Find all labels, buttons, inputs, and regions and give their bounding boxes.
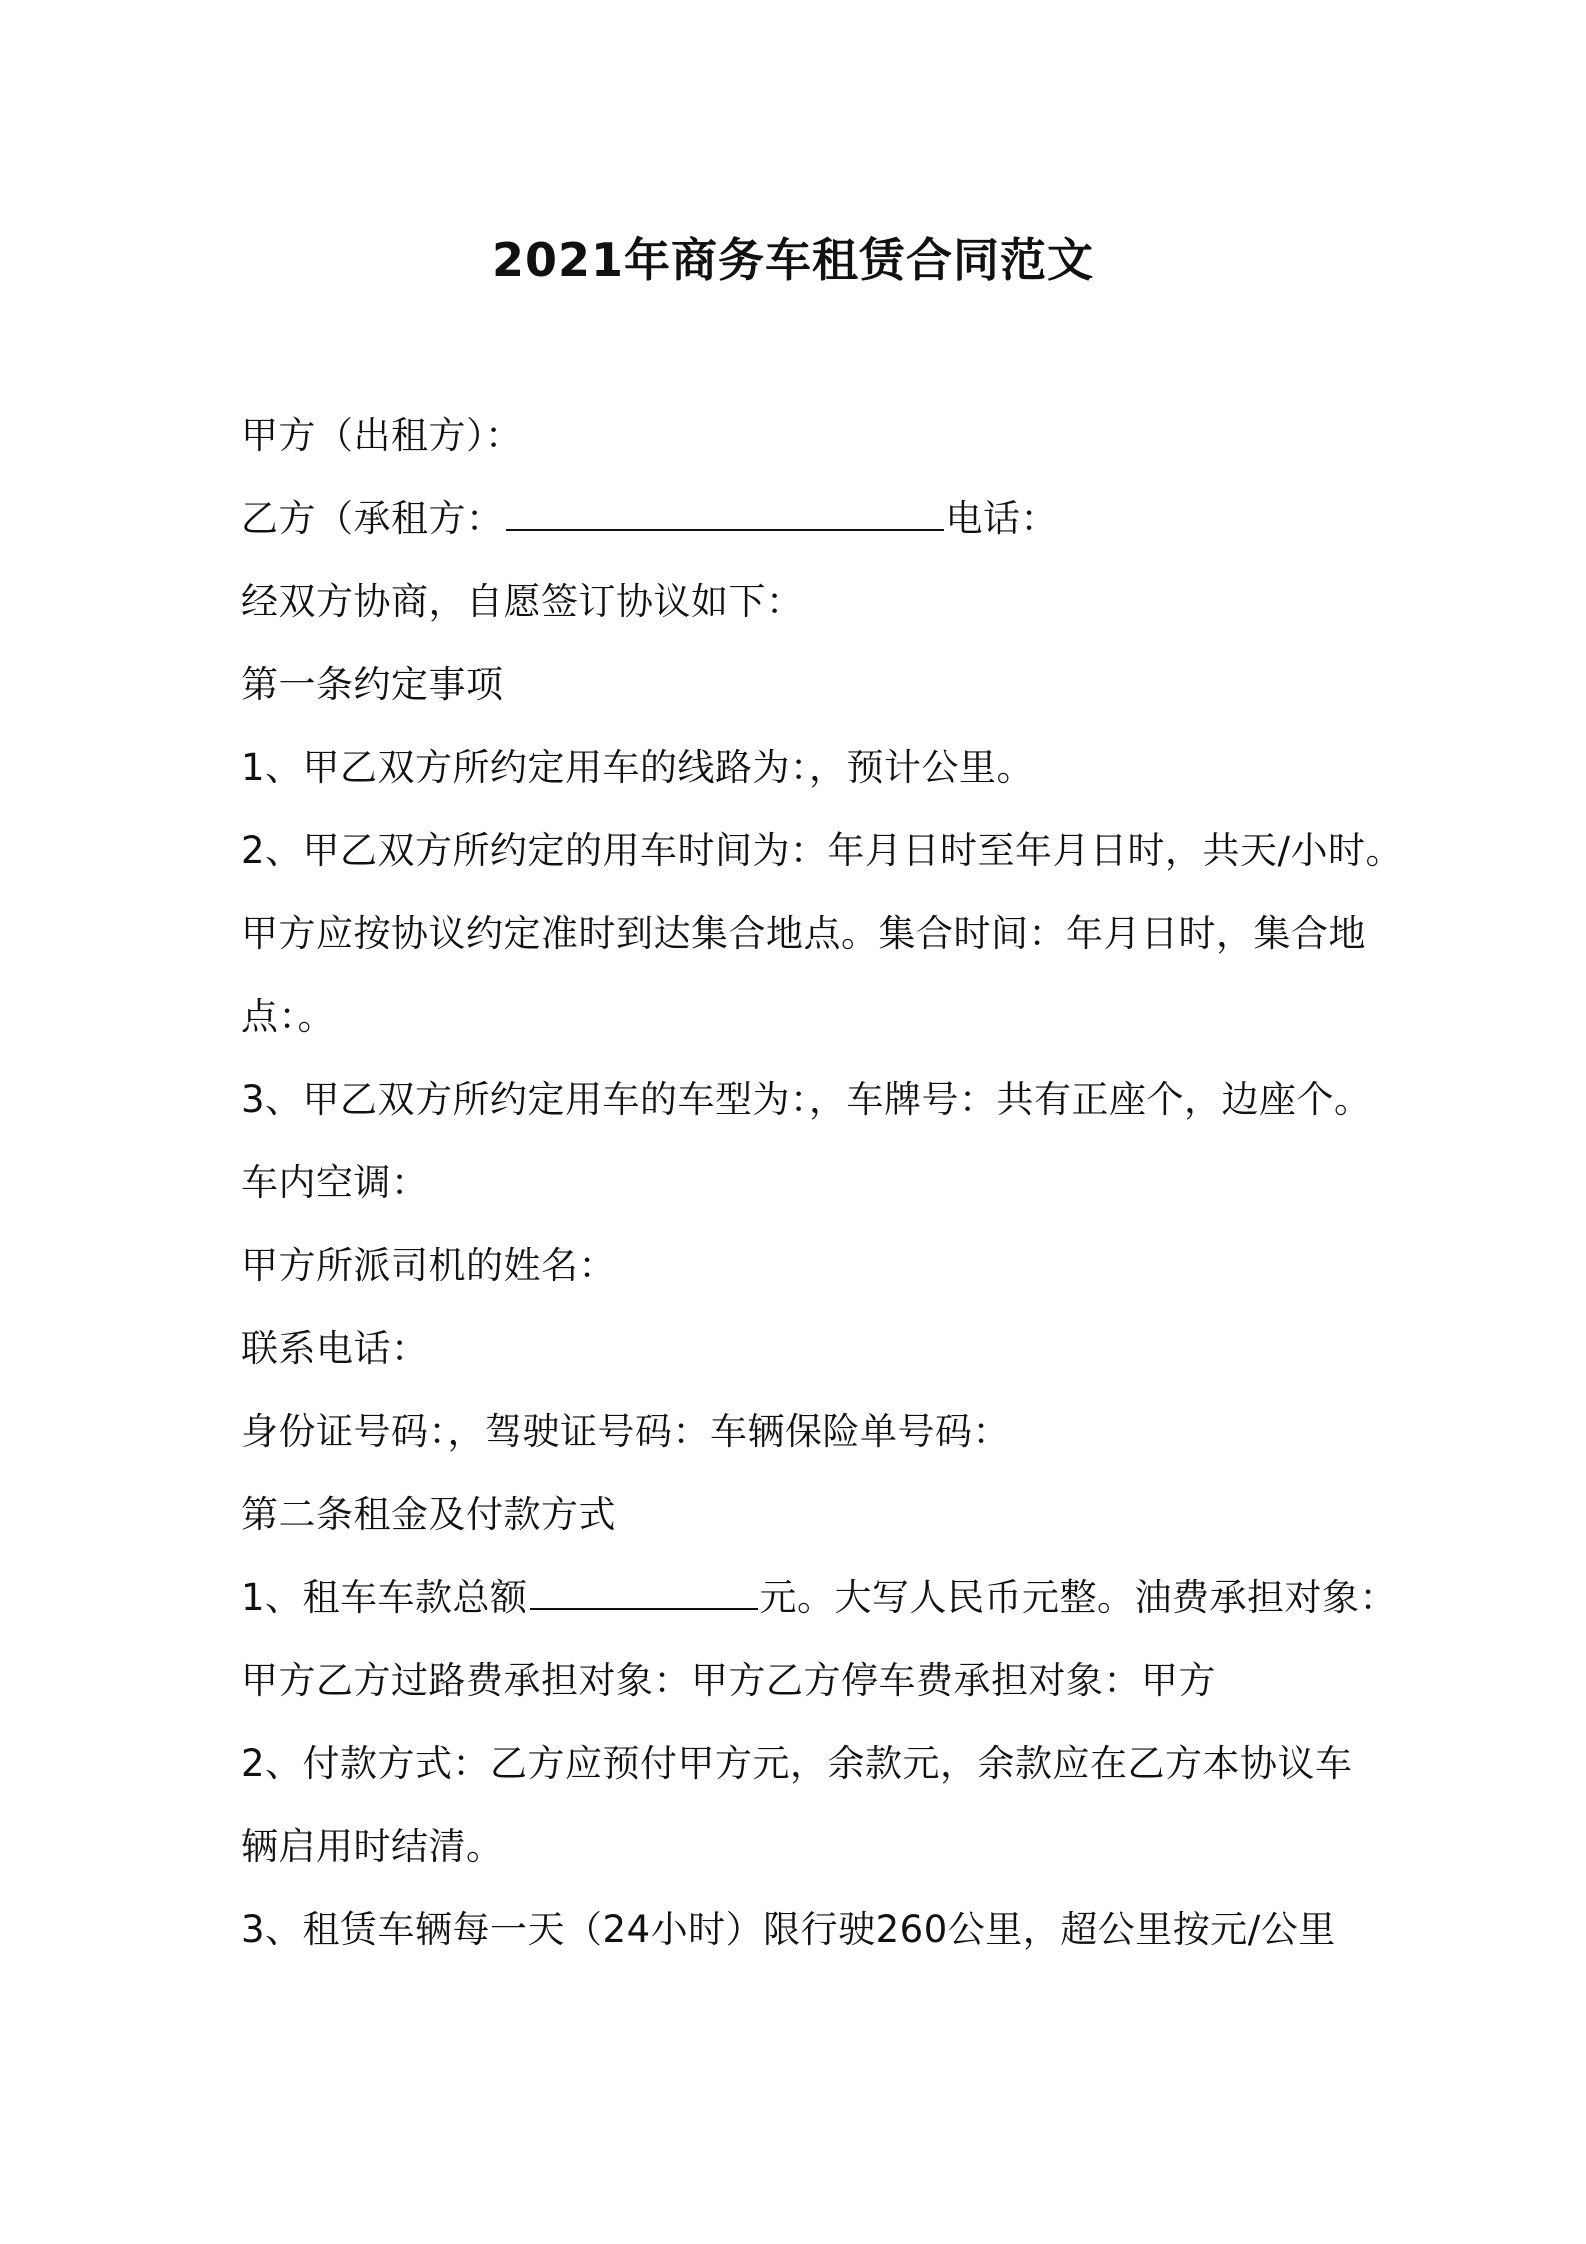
rent-total-blank [530, 1572, 758, 1610]
agreement-intro: 经双方协商，自愿签订协议如下： [241, 580, 804, 623]
clause-1-2-cont: 甲方应按协议约定准时到达集合地点。集合时间：年月日时，集合地 [241, 912, 1366, 955]
clause-2-3: 3、租赁车辆每一天（24小时）限行驶260公里，超公里按元/公里 [241, 1908, 1336, 1951]
clause-1-1: 1、甲乙双方所约定用车的线路为：，预计公里。 [241, 746, 1035, 789]
driver-name-line: 甲方所派司机的姓名： [241, 1244, 616, 1287]
party-b-line [241, 491, 1361, 574]
air-conditioning-line: 车内空调： [241, 1161, 429, 1204]
clause-2-2-end: 辆启用时结清。 [241, 1825, 504, 1868]
contact-phone-line: 联系电话： [241, 1327, 429, 1370]
document-title: 2021年商务车租赁合同范文 [491, 233, 1095, 287]
rent-total-label: 1、租车车款总额 [241, 1576, 528, 1619]
party-b-blank [506, 493, 944, 531]
clause-2-1-cont: 甲方乙方过路费承担对象：甲方乙方停车费承担对象：甲方 [241, 1659, 1216, 1702]
phone-label: 电话： [945, 497, 1058, 540]
clause-2-1 [241, 1570, 1398, 1653]
clause-1-2-end: 点：。 [241, 995, 335, 1038]
party-b-label: 乙方（承租方： [241, 497, 504, 540]
clause-1-2: 2、甲乙双方所约定的用车时间为：年月日时至年月日时，共天/小时。 [241, 829, 1404, 872]
clause-1-3: 3、甲乙双方所约定用车的车型为：，车牌号：共有正座个，边座个。 [241, 1078, 1372, 1121]
article-1-heading: 第一条约定事项 [241, 663, 504, 706]
contract-body [241, 408, 1404, 1985]
rent-total-rest: 元。大写人民币元整。油费承担对象： [759, 1576, 1398, 1619]
id-numbers-line: 身份证号码：，驾驶证号码：车辆保险单号码： [241, 1410, 1010, 1453]
party-a-line: 甲方（出租方）： [241, 414, 523, 457]
article-2-heading: 第二条租金及付款方式 [241, 1493, 616, 1536]
clause-2-2: 2、付款方式：乙方应预付甲方元，余款元，余款应在乙方本协议车 [241, 1742, 1353, 1785]
